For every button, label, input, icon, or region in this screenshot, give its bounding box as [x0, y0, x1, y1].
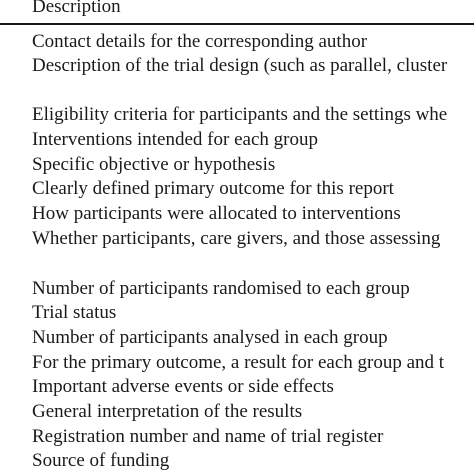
table-row: Registration number and name of trial register	[32, 426, 384, 447]
table-row: Specific objective or hypothesis	[32, 154, 276, 175]
header-rule	[0, 23, 474, 25]
table-row: General interpretation of the results	[32, 401, 303, 422]
table-row: Whether participants, care givers, and those assessing	[32, 228, 441, 249]
column-header-description: Description	[32, 0, 121, 17]
table-row: For the primary outcome, a result for each group and t	[32, 352, 445, 373]
table-row: Interventions intended for each group	[32, 129, 318, 150]
table-row: Eligibility criteria for participants and the settings whe	[32, 104, 448, 125]
table-row: Clearly defined primary outcome for this report	[32, 178, 394, 199]
table-row: Number of participants analysed in each group	[32, 327, 388, 348]
table-row: Number of participants randomised to each group	[32, 278, 410, 299]
table-row: Source of funding	[32, 450, 170, 471]
table-row: Contact details for the corresponding author	[32, 31, 368, 52]
table-row: How participants were allocated to interventions	[32, 203, 401, 224]
table-row: Important adverse events or side effects	[32, 376, 334, 397]
table-row: Trial status	[32, 302, 117, 323]
table-row: Description of the trial design (such as parallel, cluster	[32, 55, 448, 76]
